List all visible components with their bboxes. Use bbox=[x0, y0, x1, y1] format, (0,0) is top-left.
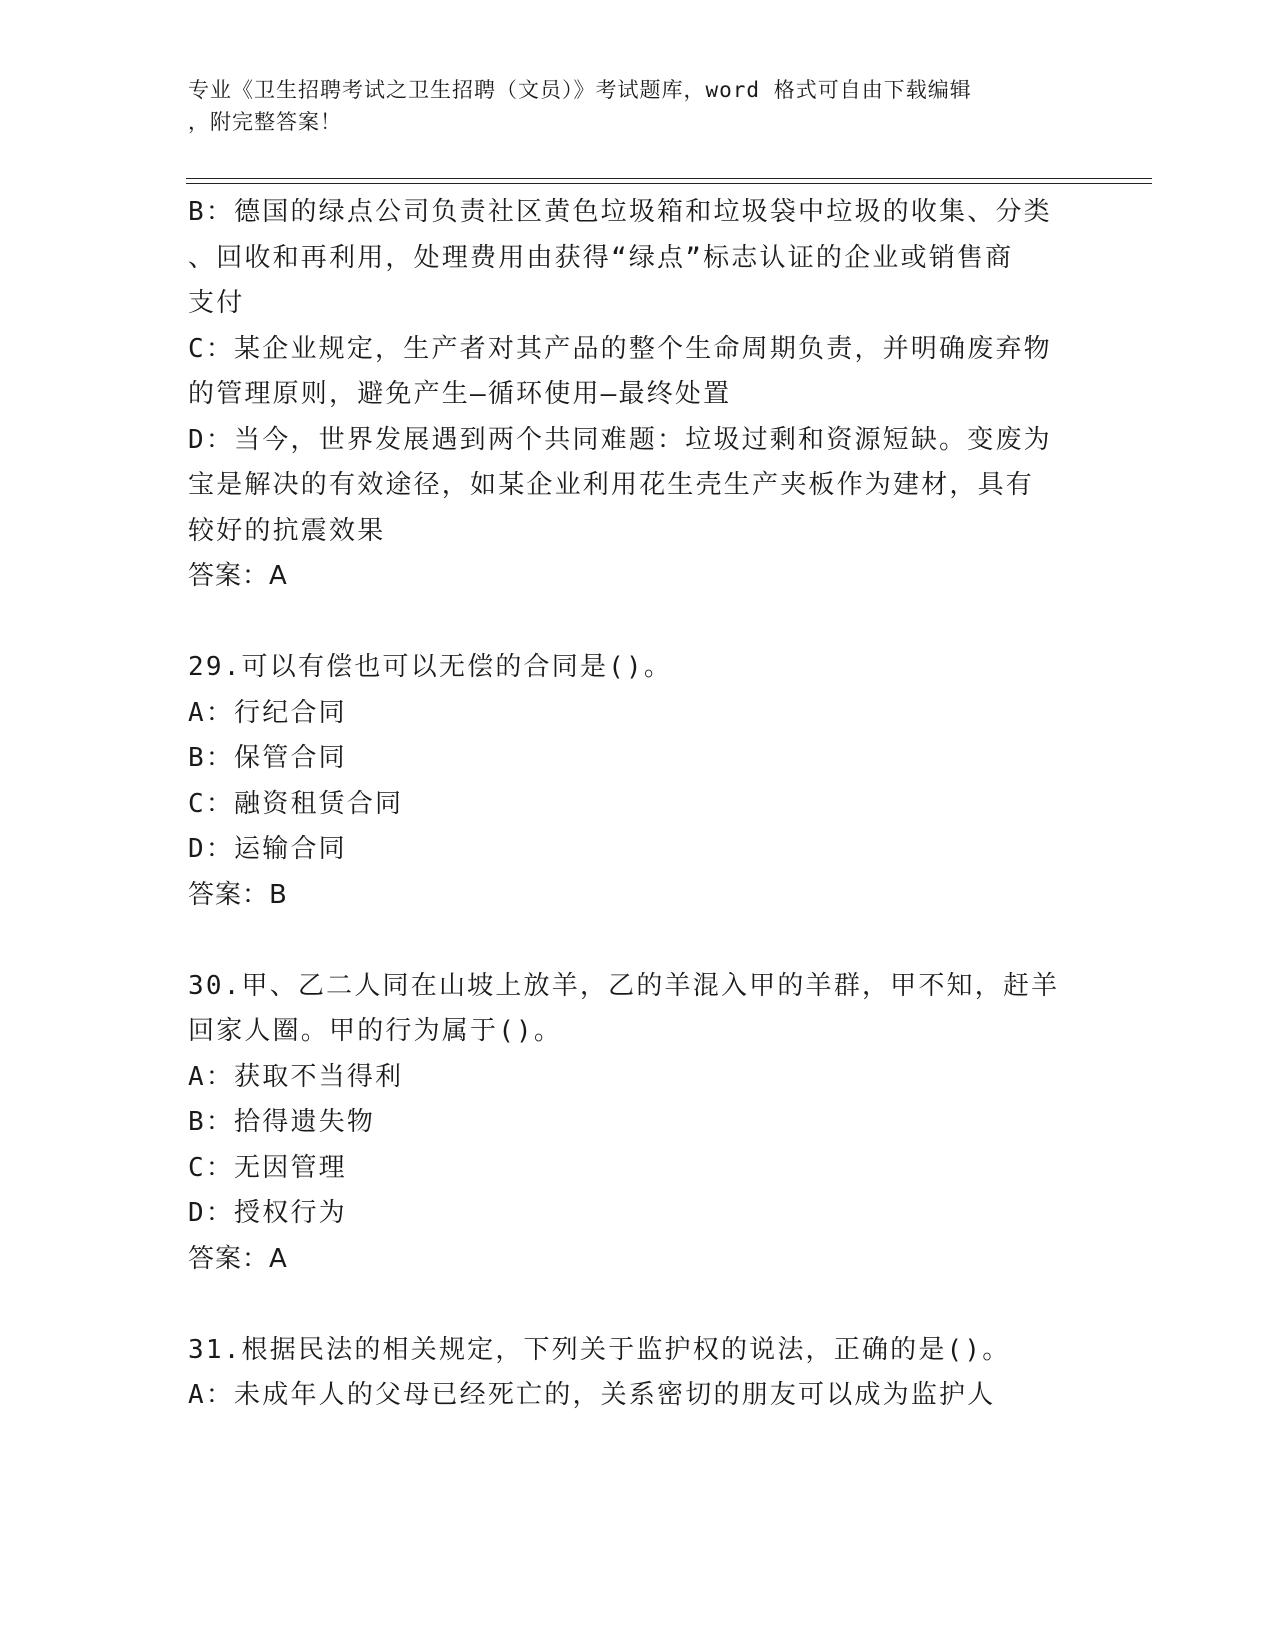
header-divider-bottom bbox=[186, 183, 1152, 184]
option-b-line: 、回收和再利用，处理费用由获得“绿点”标志认证的企业或销售商 bbox=[188, 242, 1014, 273]
question-29-text: 29.可以有偿也可以无偿的合同是()。 bbox=[188, 652, 673, 682]
option-d: D：授权行为 bbox=[188, 1198, 347, 1228]
question-content bbox=[188, 190, 1088, 1419]
question-31 bbox=[188, 1328, 1088, 1419]
option-d: D：运输合同 bbox=[188, 834, 347, 864]
answer-28: 答案：A bbox=[188, 561, 288, 591]
option-a: A：行纪合同 bbox=[188, 697, 347, 728]
question-29 bbox=[188, 645, 1088, 918]
question-30-text: 30.甲、乙二人同在山坡上放羊，乙的羊混入甲的羊群，甲不知，赶羊 bbox=[188, 970, 1060, 1001]
option-a: A：获取不当得利 bbox=[188, 1061, 404, 1092]
option-d-line: 较好的抗震效果 bbox=[188, 515, 386, 546]
question-30 bbox=[188, 964, 1088, 1283]
option-b: B：拾得遗失物 bbox=[188, 1107, 376, 1137]
option-a: A：未成年人的父母已经死亡的，关系密切的朋友可以成为监护人 bbox=[188, 1380, 996, 1410]
header-line-1: 专业《卫生招聘考试之卫生招聘（文员）》考试题库，word 格式可自由下载编辑 bbox=[188, 78, 972, 102]
option-b-line: 支付 bbox=[188, 288, 245, 318]
option-c: C：无因管理 bbox=[188, 1152, 347, 1183]
option-b: B：保管合同 bbox=[188, 743, 347, 773]
question-30-text: 回家人圈。甲的行为属于()。 bbox=[188, 1016, 563, 1046]
header-line-2: ，附完整答案！ bbox=[188, 110, 342, 134]
option-c: C：融资租赁合同 bbox=[188, 788, 404, 819]
question-28-options bbox=[188, 190, 1088, 600]
spacer bbox=[188, 600, 1088, 646]
answer-30: 答案：A bbox=[188, 1243, 288, 1274]
question-31-text: 31.根据民法的相关规定，下列关于监护权的说法，正确的是()。 bbox=[188, 1334, 1011, 1365]
spacer bbox=[188, 918, 1088, 964]
option-c-line: C：某企业规定，生产者对其产品的整个生命周期负责，并明确废弃物 bbox=[188, 333, 1052, 364]
option-b-line: B：德国的绿点公司负责社区黄色垃圾箱和垃圾袋中垃圾的收集、分类 bbox=[188, 197, 1052, 227]
option-d-line: 宝是解决的有效途径，如某企业利用花生壳生产夹板作为建材，具有 bbox=[188, 470, 1035, 500]
document-header bbox=[188, 74, 1068, 138]
option-c-line: 的管理原则，避免产生—循环使用—最终处置 bbox=[188, 379, 732, 409]
option-d-line: D：当今，世界发展遇到两个共同难题：垃圾过剩和资源短缺。变废为 bbox=[188, 424, 1052, 455]
spacer bbox=[188, 1282, 1088, 1328]
header-divider-top bbox=[186, 178, 1152, 179]
answer-29: 答案：B bbox=[188, 879, 288, 910]
